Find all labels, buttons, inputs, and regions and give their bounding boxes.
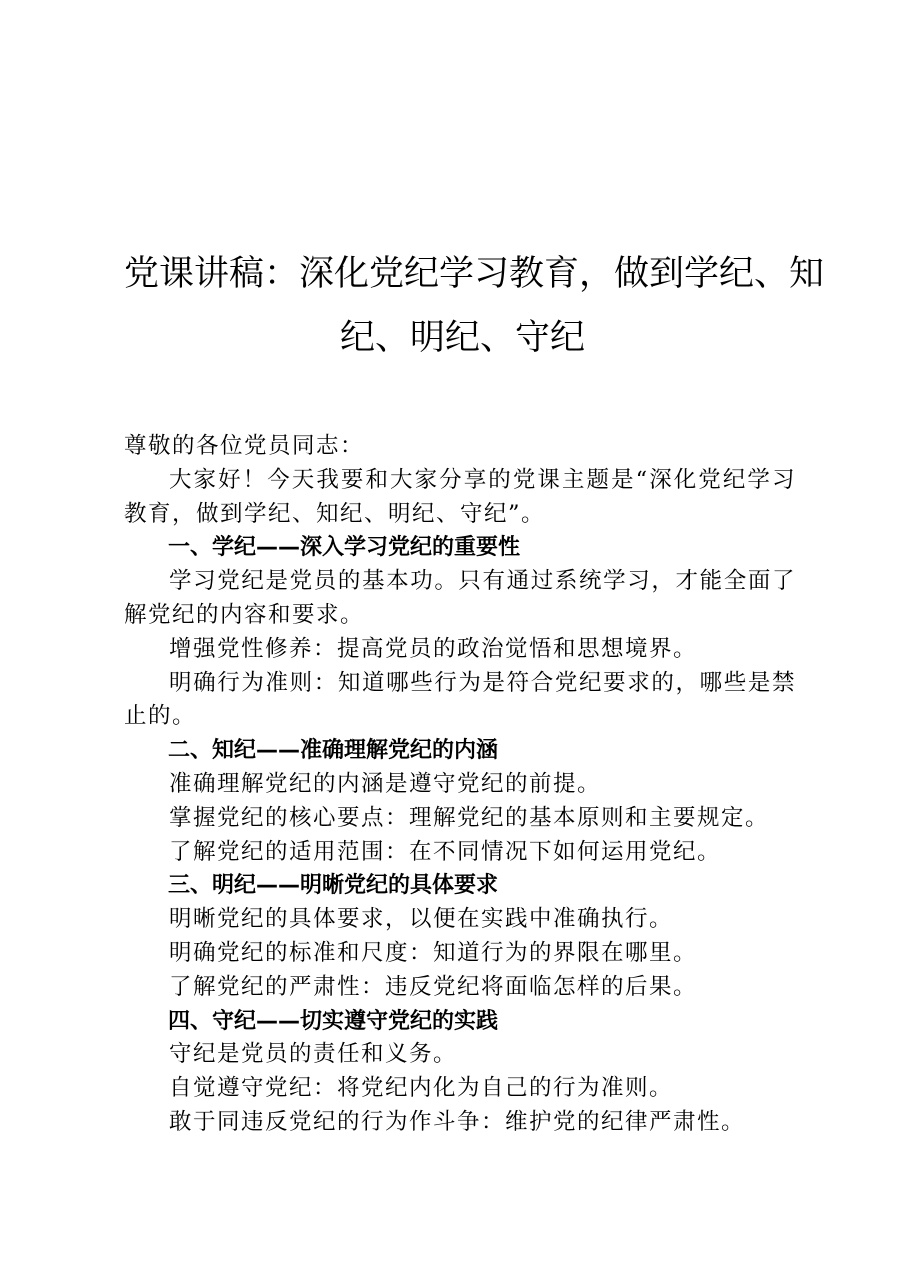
body-paragraph: 明晰党纪的具体要求，以便在实践中准确执行。 [169,906,674,933]
body-paragraph: 明确行为准则：知道哪些行为是符合党纪要求的，哪些是禁止的。 [124,669,796,730]
body-paragraph: 增强党性修养：提高党员的政治觉悟和思想境界。 [169,635,698,662]
document-body [124,430,796,1140]
body-paragraph: 了解党纪的严肃性：违反党纪将面临怎样的后果。 [169,973,698,1000]
section-heading: 二、知纪——准确理解党纪的内涵 [168,738,499,764]
document-title-line-2: 纪、明纪、守纪 [340,318,586,358]
section-heading: 四、守纪——切实遵守党纪的实践 [168,1008,499,1034]
body-paragraph: 了解党纪的适用范围：在不同情况下如何运用党纪。 [169,838,722,865]
body-paragraph: 明确党纪的标准和尺度：知道行为的界限在哪里。 [169,939,698,966]
section-heading: 一、学纪——深入学习党纪的重要性 [168,535,521,561]
body-paragraph: 守纪是党员的责任和义务。 [169,1041,458,1068]
salutation: 尊敬的各位党员同志： [124,433,365,459]
section-heading: 三、明纪——明晰党纪的具体要求 [168,873,499,899]
body-paragraph: 自觉遵守党纪：将党纪内化为自己的行为准则。 [169,1075,674,1102]
body-paragraph: 学习党纪是党员的基本功。只有通过系统学习，才能全面了解党纪的内容和要求。 [124,568,796,628]
document-title-line-1: 党课讲稿：深化党纪学习教育，做到学纪、知 [124,254,825,294]
intro-paragraph: 大家好！今天我要和大家分享的党课主题是“深化党纪学习教育，做到学纪、知纪、明纪、守纪”。 [124,466,796,527]
body-paragraph: 敢于同违反党纪的行为作斗争：维护党的纪律严肃性。 [169,1108,746,1135]
body-paragraph: 掌握党纪的核心要点：理解党纪的基本原则和主要规定。 [169,804,770,831]
body-paragraph: 准确理解党纪的内涵是遵守党纪的前提。 [169,770,602,797]
